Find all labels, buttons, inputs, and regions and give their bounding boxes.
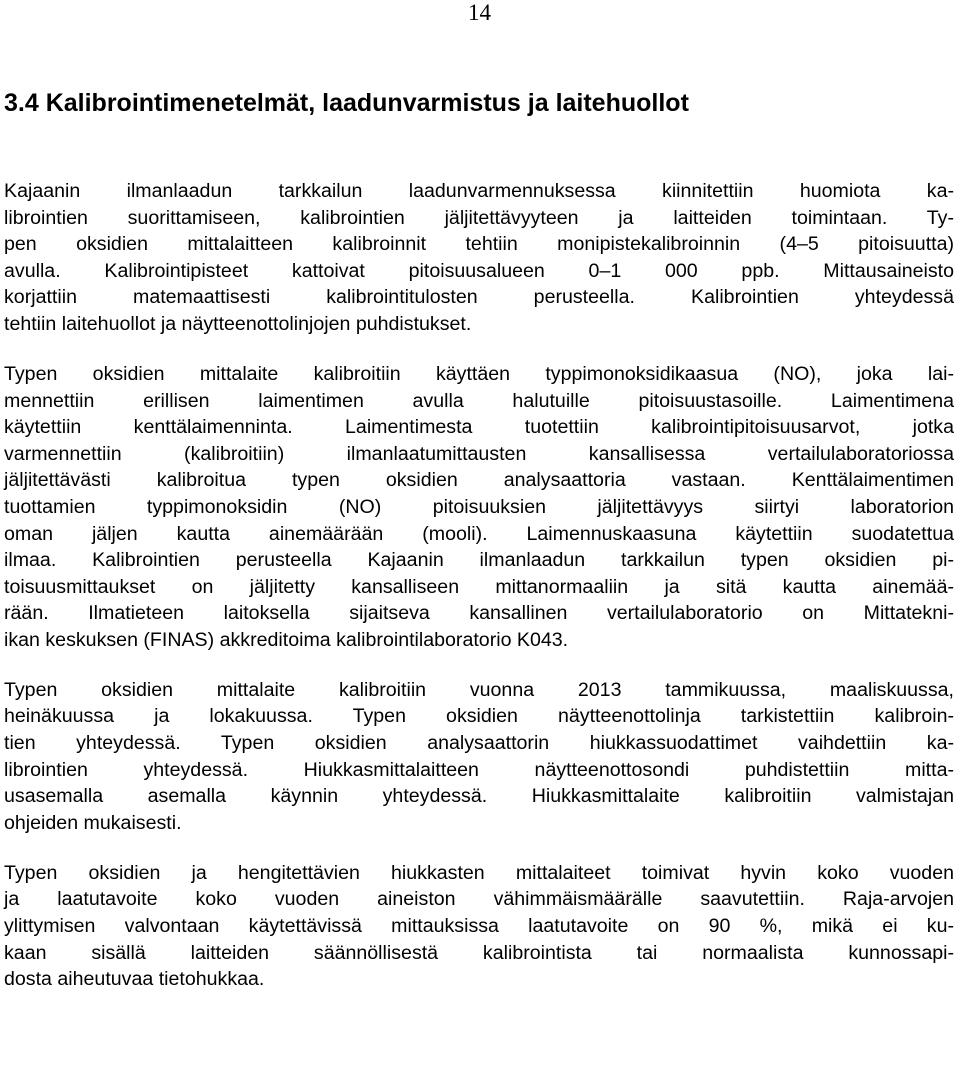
text-line: tien yhteydessä. Typen oksidien analysaattorin hiukkassuodattimet vaihdettiin ka- <box>4 732 954 755</box>
text-line: Typen oksidien mittalaite kalibroitiin vuonna 2013 tammikuussa, maaliskuussa, <box>4 678 954 701</box>
text-line: dosta aiheutuvaa tietohukkaa. <box>4 968 265 991</box>
text-line: Typen oksidien mittalaite kalibroitiin käyttäen typpimonoksidikaasua (NO), joka lai- <box>4 362 954 385</box>
text-line: rään. Ilmatieteen laitoksella sijaitseva kansallinen vertailulaboratorio on Mittatekni- <box>4 602 954 625</box>
text-line: kaan sisällä laitteiden säännöllisestä kalibrointista tai normaalista kunnossapi- <box>4 941 954 964</box>
text-line: avulla. Kalibrointipisteet kattoivat pitoisuusalueen 0–1 000 ppb. Mittausaineisto <box>4 259 954 282</box>
body-text <box>4 178 954 1016</box>
page-number: 14 <box>468 0 491 25</box>
text-line: ja laatutavoite koko vuoden aineiston vähimmäismäärälle saavutettiin. Raja-arvojen <box>4 888 954 911</box>
paragraph-calibration-overview <box>4 178 954 338</box>
text-line: ohjeiden mukaisesti. <box>4 811 182 834</box>
text-line: tuottamien typpimonoksidin (NO) pitoisuuksien jäljitettävyys siirtyi laboratorion <box>4 495 954 518</box>
text-line: tehtiin laitehuollot ja näytteenottolinjojen puhdistukset. <box>4 312 472 335</box>
section-heading: 3.4 Kalibrointimenetelmät, laadunvarmistus ja laitehuollot <box>4 89 689 117</box>
text-line: Kajaanin ilmanlaadun tarkkailun laadunvarmennuksessa kiinnitettiin huomiota ka- <box>4 180 954 202</box>
text-line: pen oksidien mittalaitteen kalibroinnit tehtiin monipistekalibroinnin (4–5 pitoisuutta) <box>4 233 954 256</box>
paragraph-data-quality <box>4 860 954 993</box>
text-line: käytettiin kenttälaimenninta. Laimentimesta tuotettiin kalibrointipitoisuusarvot, jotka <box>4 416 954 439</box>
text-line: mennettiin erillisen laimentimen avulla halutuille pitoisuustasoille. Laimentimena <box>4 389 954 412</box>
text-line: heinäkuussa ja lokakuussa. Typen oksidien näytteenottolinja tarkistettiin kalibroin- <box>4 705 954 728</box>
text-line: ikan keskuksen (FINAS) akkreditoima kalibrointilaboratorio K043. <box>4 628 569 651</box>
text-line: korjattiin matemaattisesti kalibrointitulosten perusteella. Kalibrointien yhteydessä <box>4 286 954 309</box>
text-line: ilmaa. Kalibrointien perusteella Kajaanin ilmanlaadun tarkkailun typen oksidien pi- <box>4 549 954 572</box>
text-line: librointien suorittamiseen, kalibrointien jäljitettävyyteen ja laitteiden toimintaan. Ty- <box>4 206 954 229</box>
text-line: varmennettiin (kalibroitiin) ilmanlaatumittausten kansallisessa vertailulaboratoriossa <box>4 442 954 465</box>
text-line: jäljitettävästi kalibroitua typen oksidien analysaattoria vastaan. Kenttälaimentimen <box>4 469 954 492</box>
text-line: Typen oksidien ja hengitettävien hiukkasten mittalaiteet toimivat hyvin koko vuoden <box>4 861 954 884</box>
text-line: librointien yhteydessä. Hiukkasmittalaitteen näytteenottosondi puhdistettiin mitta- <box>4 758 954 781</box>
paragraph-2013-maintenance <box>4 677 954 837</box>
text-line: toisuusmittaukset on jäljitetty kansalliseen mittanormaaliin ja sitä kautta ainemää- <box>4 575 954 598</box>
text-line: oman jäljen kautta ainemäärään (mooli). Laimennuskaasuna käytettiin suodatettua <box>4 522 954 545</box>
text-line: usasemalla asemalla käynnin yhteydessä. Hiukkasmittalaite kalibroitiin valmistajan <box>4 785 954 808</box>
paragraph-no-calibration-method <box>4 361 954 654</box>
text-line: ylittymisen valvontaan käytettävissä mittauksissa laatutavoite on 90 %, mikä ei ku- <box>4 915 954 938</box>
